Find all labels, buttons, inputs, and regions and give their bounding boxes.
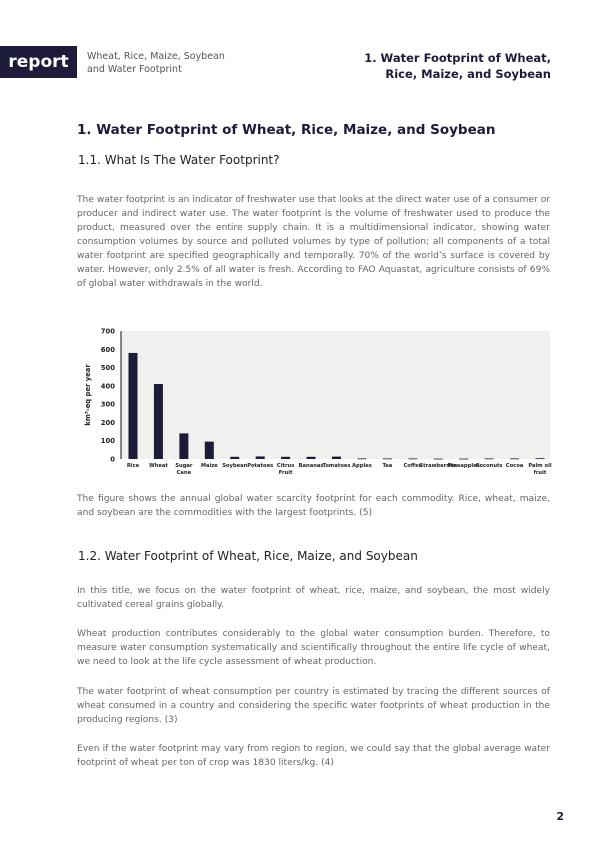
- header-subtitle-line2: and Water Footprint: [87, 64, 182, 75]
- y-tick-label: 200: [100, 418, 115, 427]
- header-subtitle-line1: Wheat, Rice, Maize, Soybean: [87, 51, 225, 62]
- x-tick-label: Rice: [126, 463, 140, 469]
- y-tick-label: 600: [100, 345, 115, 354]
- bar-chart-svg: [80, 325, 555, 480]
- bar: [307, 457, 316, 459]
- paragraph-wheat-production: Wheat production contributes considerably to the global water consumption burden. Therefore, to measure water consumption systematically and scientifically throughout the entire life cycle of wheat, we need to look at the life cycle assessment of wheat production.: [77, 629, 550, 667]
- x-tick-label: Pineapples: [447, 463, 480, 469]
- x-tick-label: Tomatoes: [322, 463, 351, 469]
- header-subtitle: [87, 50, 237, 76]
- bar: [510, 458, 519, 459]
- y-axis-label: km³-eq per year: [84, 364, 92, 426]
- header-section-title-line2: Rice, Maize, and Soybean: [385, 67, 551, 81]
- paragraph-consumption: The water footprint of wheat consumption per country is estimated by tracing the different sources of wheat consumed in a country and considering the specific water footprints of wheat production in the producing regions. (3): [77, 687, 550, 725]
- bar: [485, 458, 494, 459]
- y-tick-label: 400: [100, 382, 115, 391]
- x-tick-label: Coffee: [403, 463, 423, 469]
- water-footprint-chart: [80, 325, 555, 480]
- header-section-title-line1: 1. Water Footprint of Wheat,: [364, 51, 551, 65]
- x-tick-label: Fruit: [278, 470, 293, 476]
- bar: [179, 433, 188, 459]
- header-section-title: [331, 50, 551, 82]
- bar: [459, 459, 468, 460]
- x-tick-label: Maize: [200, 463, 218, 469]
- x-tick-label: Citrus: [276, 463, 295, 469]
- subsection-title-1: 1.1. What Is The Water Footprint?: [78, 153, 280, 167]
- subsection-title-2: 1.2. Water Footprint of Wheat, Rice, Maize, and Soybean: [78, 549, 418, 563]
- y-tick-label: 100: [100, 437, 115, 446]
- bar: [383, 458, 392, 459]
- x-tick-label: Soybean: [222, 463, 248, 469]
- x-tick-label: Strawberries: [419, 463, 458, 469]
- x-tick-label: Tea: [382, 463, 393, 469]
- bar: [230, 457, 239, 459]
- y-tick-label: 700: [100, 327, 115, 336]
- x-tick-label: Apples: [352, 463, 372, 469]
- paragraph-water-footprint: The water footprint is an indicator of freshwater use that looks at the direct water use of a consumer or producer and indirect water use. The water footprint is the volume of freshwater used to produce the product, measured over the entire supply chain. It is a multidimensional indicator, showing water consumption volumes by source and polluted volumes by type of pollution; all components of a total water footprint are specified geographically and temporally. 70% of the world’s surface is covered by water. However, only 2.5% of all water is fresh. According to FAO Aquastat, agriculture consists of 69% of global water withdrawals in the world.: [77, 195, 550, 289]
- bar: [129, 353, 138, 459]
- bar: [332, 457, 341, 459]
- y-tick-label: 0: [110, 455, 115, 464]
- paragraph-global-average: Even if the water footprint may vary from region to region, we could say that the global average water footprint of wheat per ton of crop was 1830 liters/kg. (4): [77, 744, 550, 768]
- x-tick-label: fruit: [533, 470, 547, 476]
- bar: [205, 442, 214, 459]
- x-tick-label: Potatoes: [247, 463, 274, 469]
- chart-caption: The figure shows the annual global water scarcity footprint for each commodity. Rice, wheat, maize, and soybean are the commodities with the largest footprints. (5): [77, 494, 550, 518]
- y-tick-label: 300: [100, 400, 115, 409]
- report-logo: report: [0, 46, 77, 78]
- y-tick-label: 500: [100, 364, 115, 373]
- page-number: 2: [556, 810, 564, 823]
- x-tick-label: Palm oil: [528, 463, 552, 469]
- bar: [536, 458, 545, 459]
- bar: [408, 458, 417, 459]
- bar: [434, 459, 443, 460]
- paragraph-focus: In this title, we focus on the water footprint of wheat, rice, maize, and soybean, the most widely cultivated cereal grains globally.: [77, 586, 550, 610]
- x-tick-label: Bananas: [298, 463, 324, 469]
- x-tick-label: Coconuts: [475, 463, 503, 469]
- bar: [281, 457, 290, 459]
- x-tick-label: Wheat: [148, 463, 168, 469]
- x-tick-label: Sugar: [175, 463, 193, 469]
- bar: [256, 456, 265, 459]
- x-tick-label: Cocoa: [505, 463, 524, 469]
- bar: [154, 384, 163, 459]
- x-tick-label: Cane: [176, 470, 192, 476]
- section-title: 1. Water Footprint of Wheat, Rice, Maize, and Soybean: [77, 122, 496, 138]
- bar: [357, 458, 366, 459]
